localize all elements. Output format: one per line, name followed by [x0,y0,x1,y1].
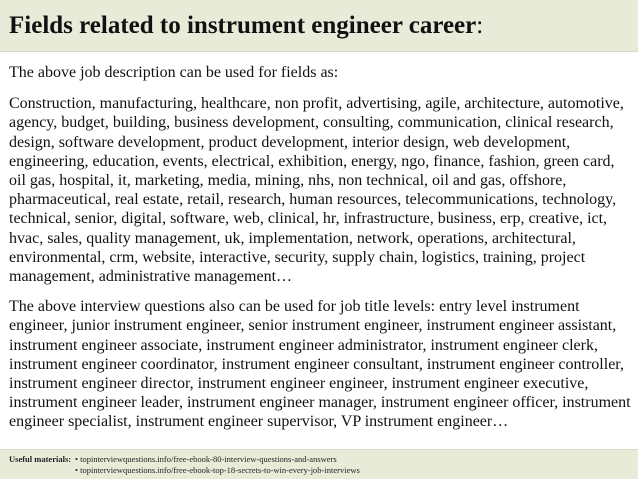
slide-title [9,11,483,41]
slide-header [0,0,638,52]
footer-row-2 [9,465,360,476]
useful-materials-label [9,454,75,465]
slide-footer [0,449,638,479]
intro-paragraph: The above job description can be used for fields as: [9,64,339,81]
useful-materials-label-suffix: : [68,454,72,464]
useful-materials [9,454,360,476]
slide-body [9,63,633,432]
footer-row-1 [9,454,360,465]
slide-title-colon: : [476,12,484,39]
slide-title-text: Fields related to instrument engineer career [9,12,477,39]
footer-label-spacer [9,465,75,476]
job-levels-paragraph: The above interview questions also can be used for job title levels: entry level instrument engineer, junior instrument engineer, senior instrument engineer, instrument engineer assistant, instrument engineer associate, instrument engineer administrator, instrument engineer clerk, instrument engineer coordinator, instrument engineer consultant, instrument engineer controller, instrument engineer director, instrument engineer engineer, instrument engineer executive, instrument engineer leader, instrument engineer manager, instrument engineer officer, instrument engineer specialist, instrument engineer supervisor, VP instrument engineer… [9,298,631,431]
useful-materials-label-text: Useful materials [9,454,69,464]
footer-link-ebook-80-questions[interactable]: • topinterviewquestions.info/free-ebook-80-interview-questions-and-answers [75,454,337,464]
footer-link-ebook-18-secrets[interactable]: • topinterviewquestions.info/free-ebook-top-18-secrets-to-win-every-job-interviews [75,465,360,475]
fields-paragraph: Construction, manufacturing, healthcare, non profit, advertising, agile, architecture, automotive, agency, budget, building, business development, consulting, communication, clinical research, design, software development, product development, interior design, web development, engineering, education, events, electrical, exhibition, energy, ngo, finance, fashion, green card, oil gas, hospital, it, marketing, media, mining, nhs, non technical, oil and gas, offshore, pharmaceutical, real estate, retail, research, human resources, telecommunications, technology, technical, senior, digital, software, web, clinical, hr, infrastructure, business, erp, creative, ict, hvac, sales, quality management, uk, implementation, network, operations, architectural, environmental, crm, website, interactive, security, supply chain, logistics, training, project management, administrative management… [9,95,624,286]
